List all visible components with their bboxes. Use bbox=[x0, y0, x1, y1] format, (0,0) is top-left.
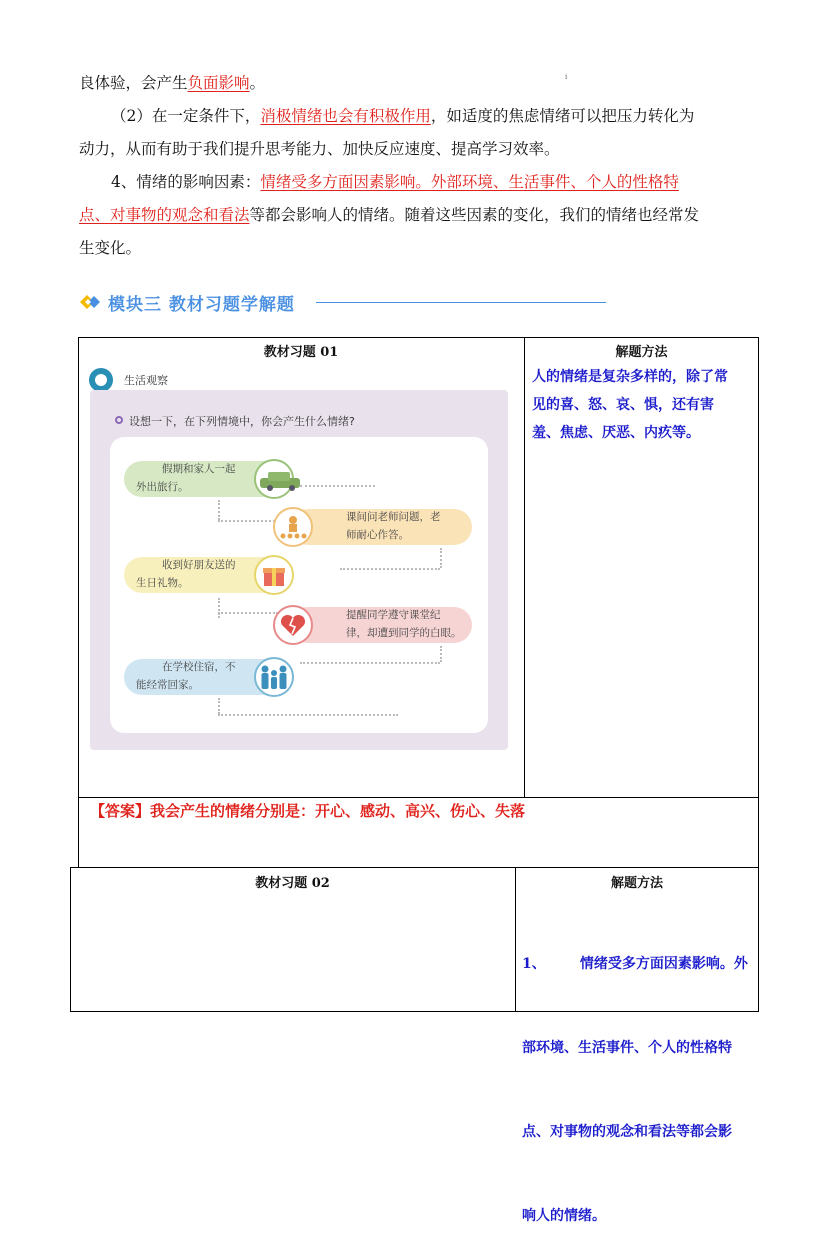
method-line: 1、 情绪受多方面因素影响。外 bbox=[522, 956, 748, 972]
section-label: 生活观察 bbox=[124, 374, 168, 387]
method-line: 点、对事物的观念和看法等都会影 bbox=[522, 1124, 732, 1140]
highlight-text: 负面影响 bbox=[187, 74, 250, 92]
paragraph-line-5 bbox=[79, 205, 699, 225]
text: 动力，从而有助于我们提升思考能力、加快反应速度、提高学习效率。 bbox=[79, 140, 560, 158]
text: 生变化。 bbox=[79, 239, 142, 257]
connector bbox=[218, 520, 278, 522]
connector bbox=[218, 500, 220, 520]
method-line: 响人的情绪。 bbox=[522, 1208, 606, 1224]
text: （2）在一定条件下， bbox=[111, 107, 261, 125]
highlight-text: 点、对事物的观念和看法 bbox=[79, 206, 250, 224]
method-text-2 bbox=[522, 894, 756, 1258]
teacher-icon bbox=[273, 507, 313, 547]
highlight-text: 情绪受多方面因素影响。外部环境、生活事件、个人的性格特 bbox=[260, 173, 679, 191]
life-observation-icon bbox=[89, 368, 113, 392]
scenario-text: 假期和家人一起 bbox=[162, 463, 236, 475]
method-text-1 bbox=[532, 363, 756, 447]
highlight-text: 消极情绪也会有积极作用 bbox=[260, 107, 431, 125]
connector bbox=[440, 548, 442, 568]
table1-row-divider bbox=[78, 797, 759, 798]
connector bbox=[440, 646, 442, 662]
paragraph-line-3 bbox=[79, 139, 560, 159]
scenario-text: 提醒同学遵守课堂纪 bbox=[346, 609, 441, 621]
scenario-text: 外出旅行。 bbox=[136, 481, 189, 493]
gift-icon bbox=[254, 555, 294, 595]
connector bbox=[218, 598, 220, 618]
car-icon bbox=[254, 459, 294, 499]
connector bbox=[340, 568, 440, 570]
text: 。 bbox=[249, 74, 266, 92]
method-line: 部环境、生活事件、个人的性格特 bbox=[522, 1040, 732, 1056]
scenario-item-4 bbox=[290, 607, 472, 643]
paragraph-line-6 bbox=[79, 238, 141, 258]
method-title-2: 解题方法 bbox=[610, 876, 663, 891]
scenario-text: 生日礼物。 bbox=[136, 577, 189, 589]
exercise-01-title: 教材习题 01 bbox=[263, 345, 339, 360]
paragraph-line-4 bbox=[111, 172, 679, 192]
question-bullet-icon bbox=[115, 416, 123, 424]
scenario-text: 师耐心作答。 bbox=[346, 529, 409, 541]
text: 良体验，会产生 bbox=[79, 74, 188, 92]
text: 4、情绪的影响因素： bbox=[111, 173, 261, 191]
module-rule bbox=[316, 302, 606, 303]
connector bbox=[218, 612, 278, 614]
textbook-question: 设想一下，在下列情境中，你会产生什么情绪? bbox=[129, 415, 355, 428]
method-line: 人的情绪是复杂多样的，除了常 bbox=[532, 369, 728, 385]
stray-mark: i bbox=[565, 73, 568, 81]
scenario-text: 在学校住宿，不 bbox=[162, 661, 236, 673]
paragraph-line-2 bbox=[111, 106, 694, 126]
scenario-text: 能经常回家。 bbox=[136, 679, 199, 691]
connector bbox=[300, 662, 440, 664]
table1-divider bbox=[524, 337, 525, 798]
method-line: 见的喜、怒、哀、惧，还有害 bbox=[532, 397, 714, 413]
paragraph-line-1 bbox=[79, 73, 265, 93]
diamond-arrow-icon bbox=[80, 293, 102, 311]
connector bbox=[218, 714, 398, 716]
answer-text: 【答案】我会产生的情绪分别是：开心、感动、高兴、伤心、失落 bbox=[90, 802, 526, 820]
module-title: 模块三 教材习题学解题 bbox=[108, 294, 295, 315]
module-header bbox=[80, 290, 295, 314]
connector bbox=[300, 485, 375, 487]
exercise-02-title: 教材习题 02 bbox=[255, 876, 330, 891]
family-icon bbox=[254, 657, 294, 697]
connector bbox=[218, 698, 220, 714]
scenario-item-2 bbox=[290, 509, 472, 545]
scenario-text: 律，却遭到同学的白眼。 bbox=[346, 627, 462, 639]
text: 等都会影响人的情绪。随着这些因素的变化，我们的情绪也经常发 bbox=[249, 206, 700, 224]
scenario-text: 收到好朋友送的 bbox=[162, 559, 236, 571]
scenario-text: 课间问老师问题，老 bbox=[346, 511, 441, 523]
method-line: 羞、焦虑、厌恶、内疚等。 bbox=[532, 425, 700, 441]
broken-heart-icon bbox=[273, 605, 313, 645]
text: ，如适度的焦虑情绪可以把压力转化为 bbox=[430, 107, 695, 125]
method-title-1: 解题方法 bbox=[615, 345, 668, 360]
